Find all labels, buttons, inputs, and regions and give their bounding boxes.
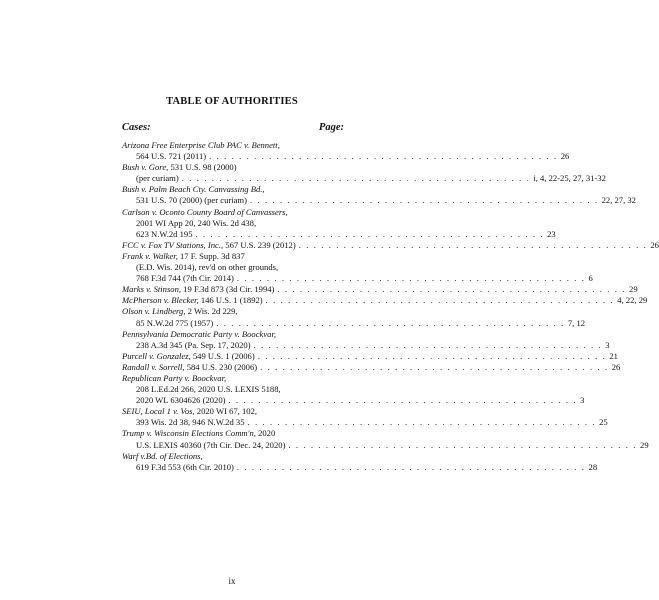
case-name: Bush v. Gore, (122, 162, 169, 173)
leader-dots: . . . . . . . . . . . . . . . . . . . . . . . . . . . . . . . . . . . . . . . . . . . . . . . (216, 317, 565, 328)
case-name: FCC v. Fox TV Stations, Inc., (122, 239, 224, 250)
page-title: TABLE OF AUTHORITIES (166, 96, 298, 107)
case-citation-continued: 208 L.Ed.2d 266, 2020 U.S. LEXIS 5188, (136, 384, 281, 395)
page-label: Page: (318, 122, 344, 133)
leader-dots: . . . . . . . . . . . . . . . . . . . . . . . . . . . . . . . . . . . . . . . . . . . . . . . (228, 395, 578, 406)
page-references: i, 4, 22-25, 27, 31-32 (533, 173, 606, 184)
case-citation: 567 U.S. 239 (2012) (223, 239, 296, 250)
authority-entry (122, 184, 636, 206)
case-citation: 549 U.S. 1 (2006) (190, 350, 255, 361)
page-references: 21 (609, 350, 618, 361)
case-citation: 768 F.3d 744 (7th Cir. 2014) (136, 273, 234, 284)
page-references: 28 (588, 461, 598, 472)
authority-entry (122, 206, 556, 240)
authority-entry (122, 406, 608, 428)
case-name: McPherson v. Blecker, (122, 295, 199, 306)
leader-dots: . . . . . . . . . . . . . . . . . . . . . . . . . . . . . . . . . . . . . . . . . . . . . . . (181, 173, 531, 184)
case-citation: 85 N.W.2d 775 (1957) (136, 317, 214, 328)
cases-label: Cases: (122, 122, 151, 133)
case-citation: 146 U.S. 1 (1892) (198, 295, 263, 306)
authority-entry (122, 372, 585, 406)
case-citation: U.S. LEXIS 40360 (7th Cir. Dec. 24, 2020) (136, 439, 286, 450)
case-name: SEIU, Local 1 v. Vos, (122, 406, 195, 417)
cases-header (122, 122, 344, 133)
case-citation: 531 U.S. 70 (2000) (per curiam) (136, 195, 247, 206)
leader-dots: . . . . . . . . . . . . . . . . . . . . . . . . . . . . . . . . . . . . . . . . . . . . . . . (249, 195, 599, 206)
page-number: ix (228, 576, 236, 586)
page-references: 7, 12 (567, 317, 586, 328)
leader-dots: . . . . . . . . . . . . . . . . . . . . . . . . . . . . . . . . . . . . . . . . . . . . . . . (209, 151, 558, 162)
leader-dots: . . . . . . . . . . . . . . . . . . . . . . . . . . . . . . . . . . . . . . . . . . . . . . . (195, 228, 545, 239)
case-citation: 619 F.3d 553 (6th Cir. 2010) (136, 461, 234, 472)
case-citation: 531 U.S. 98 (2000) (168, 162, 237, 173)
authority-entry (122, 140, 570, 162)
page-references: 3 (580, 395, 585, 406)
case-citation: 623 N.W.2d 195 (136, 228, 193, 239)
case-citation: 19 F.3d 873 (3d Cir. 1994) (181, 284, 275, 295)
page-references: 4, 22, 29 (617, 295, 648, 306)
authority-entry (122, 450, 598, 473)
case-citation-continued: 2001 WI App 20, 240 Wis. 2d 438, (136, 217, 257, 228)
case-citation: 238 A.3d 345 (Pa. Sep. 17, 2020) (136, 339, 251, 350)
case-name: Trump v. Wisconsin Elections Comm'n, (122, 428, 256, 439)
case-citation: 2020 WL 6304626 (2020) (136, 395, 226, 406)
authority-entry (122, 239, 659, 251)
authority-entry (122, 250, 593, 284)
case-name: Marks v. Stinson, (122, 284, 182, 295)
leader-dots: . . . . . . . . . . . . . . . . . . . . . . . . . . . . . . . . . . . . . . . . . . . . . . . (298, 239, 648, 250)
case-citation-continued: (E.D. Wis. 2014), rev'd on other grounds, (136, 262, 279, 273)
authority-entry (122, 361, 621, 373)
authority-entry (122, 284, 638, 295)
leader-dots: . . . . . . . . . . . . . . . . . . . . . . . . . . . . . . . . . . . . . . . . . . . . . . . (277, 284, 627, 295)
case-citation: 2020 (255, 428, 276, 439)
case-name: Pennsylvania Democratic Party v. Boockvar, (122, 328, 276, 339)
case-citation: 2 Wis. 2d 229, (185, 306, 238, 317)
authority-entry (122, 306, 586, 328)
page-references: 26 (650, 239, 659, 250)
authority-entry (122, 295, 648, 306)
leader-dots: . . . . . . . . . . . . . . . . . . . . . . . . . . . . . . . . . . . . . . . . . . . . . . . (247, 417, 597, 428)
leader-dots: . . . . . . . . . . . . . . . . . . . . . . . . . . . . . . . . . . . . . . . . . . . . . . . (265, 295, 615, 306)
case-name: Olson v. Lindberg, (122, 306, 186, 317)
case-citation: 584 U.S. 230 (2006) (184, 361, 258, 372)
page-references: 23 (547, 228, 556, 239)
case-citation: 393 Wis. 2d 38, 946 N.W.2d 35 (136, 417, 245, 428)
page-references: 26 (560, 151, 570, 162)
leader-dots: . . . . . . . . . . . . . . . . . . . . . . . . . . . . . . . . . . . . . . . . . . . . . . . (257, 350, 607, 361)
page-references: 6 (588, 273, 593, 284)
page-references: 29 (640, 439, 649, 450)
authority-entry (122, 328, 610, 351)
leader-dots: . . . . . . . . . . . . . . . . . . . . . . . . . . . . . . . . . . . . . . . . . . . . . . . (260, 361, 609, 372)
leader-dots: . . . . . . . . . . . . . . . . . . . . . . . . . . . . . . . . . . . . . . . . . . . . . . . (288, 439, 638, 450)
leader-dots: . . . . . . . . . . . . . . . . . . . . . . . . . . . . . . . . . . . . . . . . . . . . . . . (236, 273, 586, 284)
leader-dots: . . . . . . . . . . . . . . . . . . . . . . . . . . . . . . . . . . . . . . . . . . . . . . . (253, 339, 603, 350)
case-name: Randall v. Sorrell, (122, 361, 185, 372)
case-name: Bush v. Palm Beach Cty. Canvassing Bd., (122, 184, 265, 195)
case-citation: (per curiam) (136, 173, 179, 184)
page-references: 25 (599, 417, 608, 428)
authority-entry (122, 162, 606, 184)
case-name: Arizona Free Enterprise Club PAC v. Bennett, (122, 140, 280, 150)
case-name: Warf v.Bd. of Elections, (122, 450, 203, 461)
case-name: Frank v. Walker, (122, 250, 178, 261)
page-references: 3 (605, 339, 610, 350)
authority-entry (122, 428, 649, 450)
authority-entry (122, 350, 618, 362)
case-citation: 564 U.S. 721 (2011) (136, 151, 207, 162)
case-name: Carlson v. Oconto County Board of Canvassers, (122, 206, 288, 217)
case-name: Republican Party v. Boockvar, (122, 372, 227, 383)
leader-dots: . . . . . . . . . . . . . . . . . . . . . . . . . . . . . . . . . . . . . . . . . . . . . . . (236, 461, 586, 472)
page-references: 22, 27, 32 (601, 195, 636, 206)
case-name: Purcell v. Gonzalez, (122, 350, 191, 361)
page-references: 26 (611, 361, 621, 372)
case-citation: 2020 WI 67, 102, (194, 406, 258, 417)
authorities-list (122, 140, 659, 473)
case-citation: 17 F. Supp. 3d 837 (177, 250, 245, 261)
page-references: 29 (629, 284, 638, 295)
